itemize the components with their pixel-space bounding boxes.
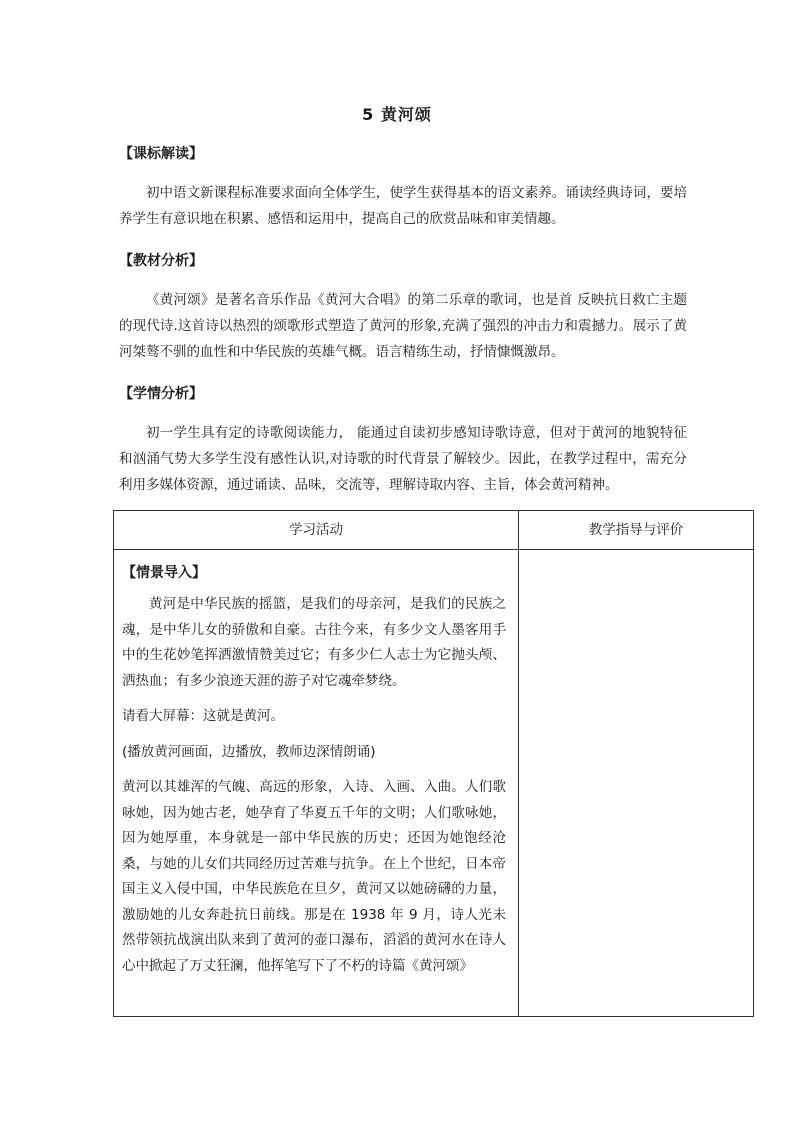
activity-paragraph-history: 黄河以其雄浑的气魄、高远的形象，入诗、入画、入曲。人们歌咏她，因为她古老，她孕育了华夏五千年的文明；人们歌咏她，因为她厚重，本身就是一部中华民族的历史；还因为她饱经沧桑，与她的儿女们共同经历过苦难与抗争。在上个世纪，日本帝国主义入侵中国，中华民族危在旦夕，黄河又以她磅礴的力量，激励她的儿女奔赴抗日前线。那是在 1938 年 9 月，诗人光未然带领抗战演出队来到了黄河的壶口瀑布，滔滔的黄河水在诗人心中掀起了万丈狂澜，他挥笔写下了不朽的诗篇《黄河颂》 (122, 779, 506, 974)
activity-cell (114, 550, 519, 1017)
activity-paragraph-playback: (播放黄河画面，边播放，教师边深情朗诵) (122, 743, 376, 760)
activity-heading: 【情景导入】 (122, 565, 206, 581)
table-header-activity: 学习活动 (114, 511, 519, 550)
page-title: 5 黄河颂 (362, 105, 432, 124)
table-header-guidance: 教学指导与评价 (519, 511, 754, 550)
paragraph-textbook: 《黄河颂》是著名音乐作品《黄河大合唱》的第二乐章的歌词，也是首 反映抗日救亡主题的现代诗.这首诗以热烈的颂歌形式塑造了黄河的形象,充满了强烈的冲击力和震撼力。展示了黄河桀骜不驯的血性和中华民族的英雄气概。语言精练生动，抒情慷慨激昂。 (119, 292, 687, 360)
section-heading-curriculum: 【课标解读】 (119, 146, 203, 162)
paragraph-curriculum: 初中语文新课程标准要求面向全体学生，使学生获得基本的语文素养。诵读经典诗词，要培养学生有意识地在积累、感悟和运用中，提高自己的欣赏品味和审美情趣。 (119, 185, 687, 227)
section-heading-students: 【学情分析】 (119, 386, 203, 402)
guidance-cell (519, 550, 754, 1017)
activity-paragraph-screen: 请看大屏幕：这就是黄河。 (122, 708, 284, 724)
paragraph-students: 初一学生具有定的诗歌阅读能力， 能通过自读初步感知诗歌诗意，但对于黄河的地貌特征和汹涌气势大多学生没有感性认识,对诗歌的时代背景了解较少。因此，在教学过程中，需充分利用多媒体资源，通过诵读、品味，交流等，理解诗取内容、主旨，体会黄河精神。 (119, 425, 687, 493)
section-heading-textbook: 【教材分析】 (119, 253, 203, 269)
activity-table (113, 510, 754, 1017)
activity-paragraph-intro: 黄河是中华民族的摇篮，是我们的母亲河，是我们的民族之魂，是中华儿女的骄傲和自豪。古往今来，有多少文人墨客用手中的生花妙笔挥洒激情赞美过它；有多少仁人志士为它抛头颅、洒热血；有多少浪迹天涯的游子对它魂牵梦绕。 (122, 596, 506, 689)
